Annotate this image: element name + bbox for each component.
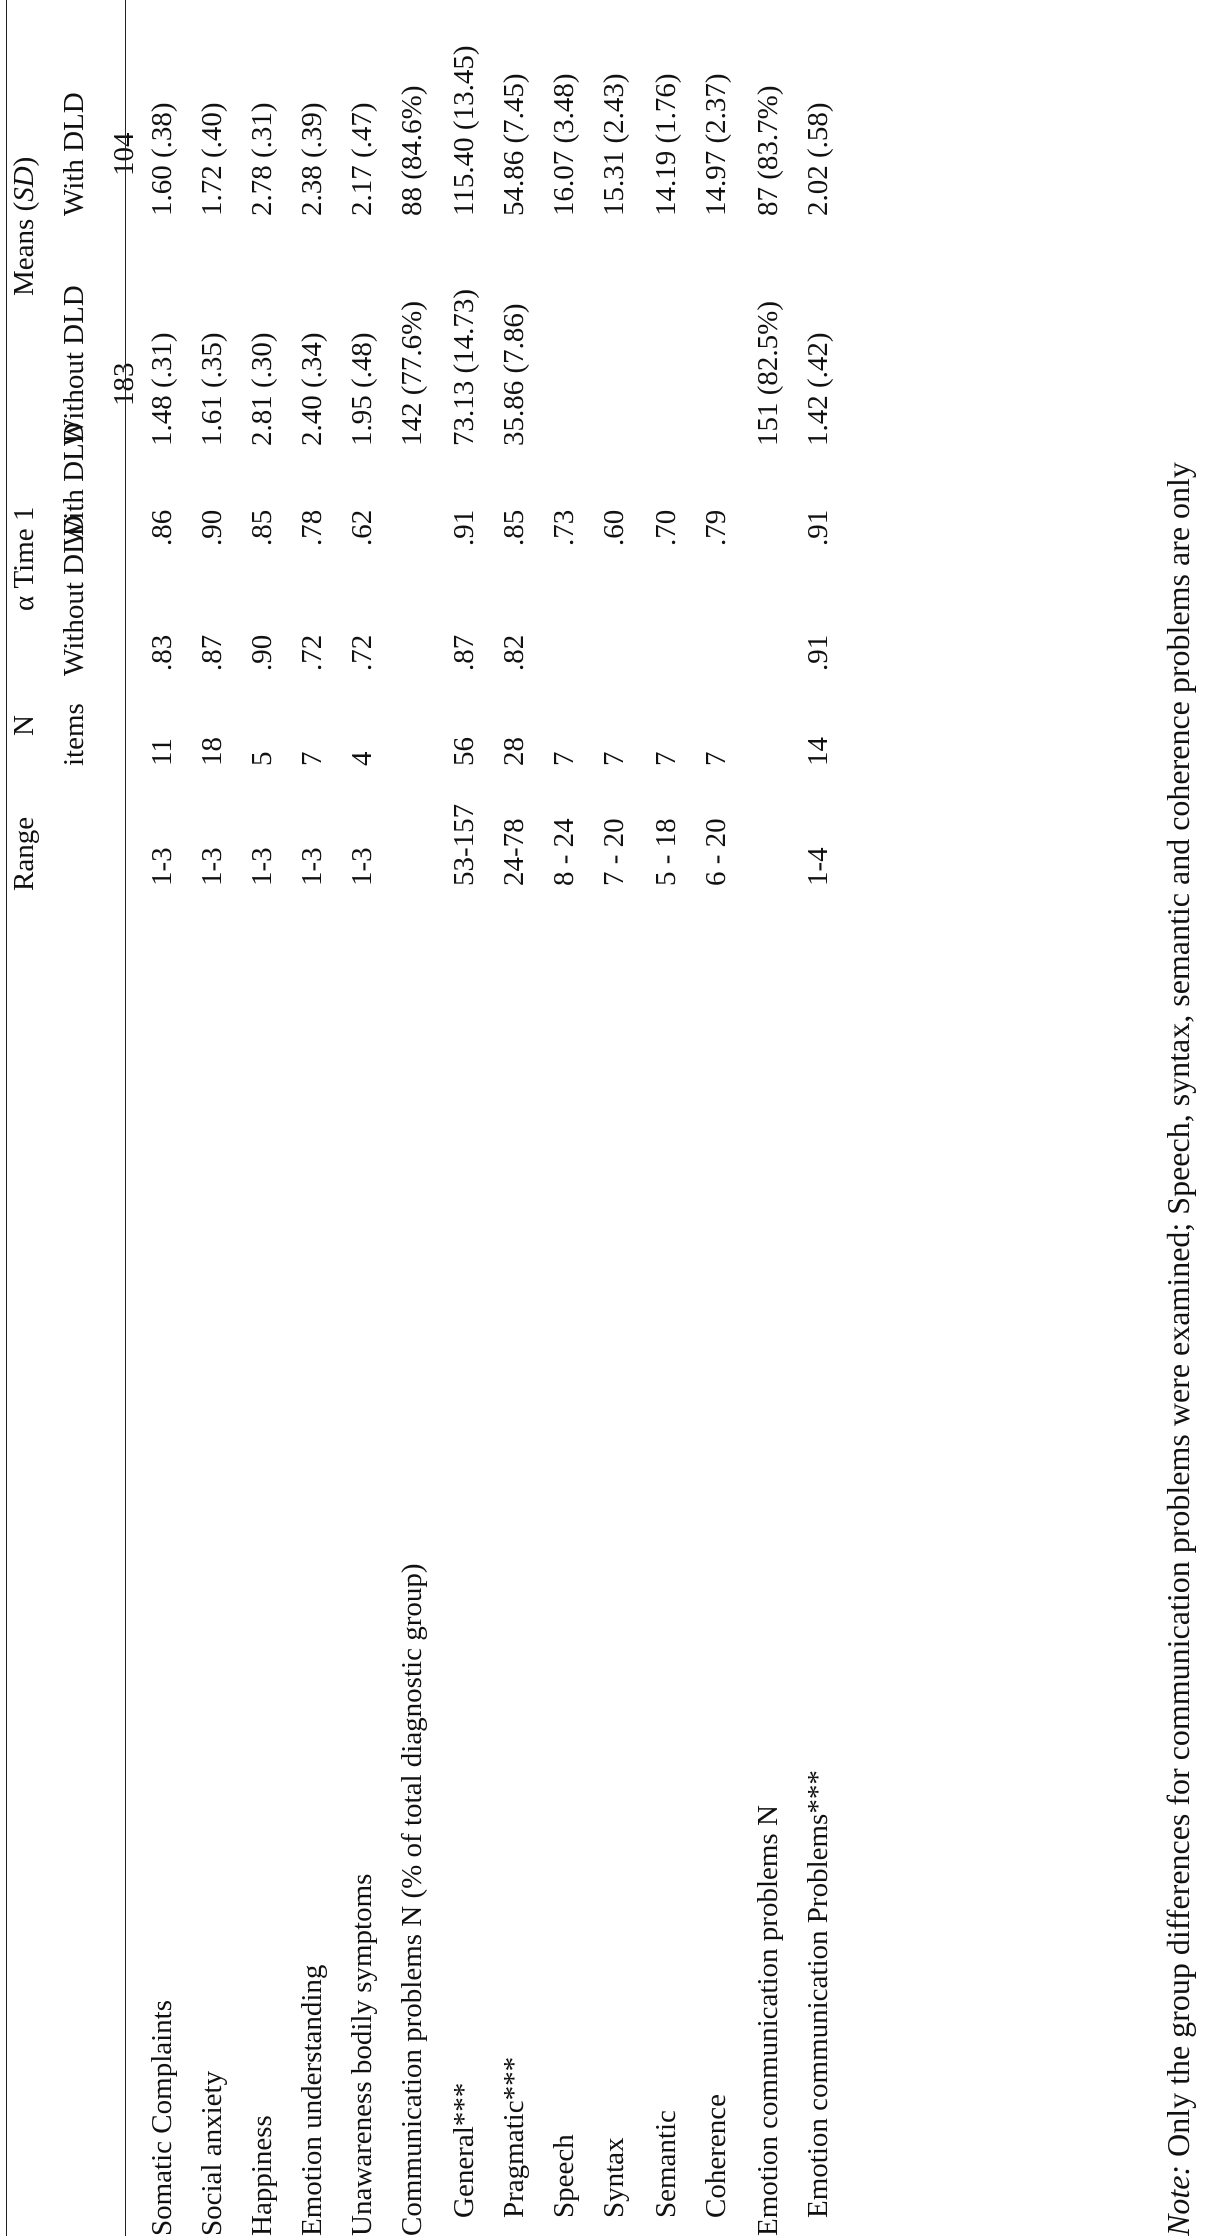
cell-alpha-with: .70 bbox=[650, 509, 682, 546]
header-alpha-with: With DLD bbox=[58, 422, 90, 546]
row-label: Speech bbox=[548, 2134, 580, 2218]
header-means: Means (SD) bbox=[8, 156, 40, 296]
header-items: items bbox=[58, 703, 90, 766]
row-label: Coherence bbox=[700, 2094, 732, 2218]
cell-range: 5 - 18 bbox=[650, 818, 682, 886]
row-label: Emotion communication Problems*** bbox=[802, 1770, 834, 2218]
header-rule bbox=[125, 0, 126, 2236]
cell-range: 6 - 20 bbox=[700, 818, 732, 886]
cell-items: 7 bbox=[598, 751, 630, 766]
cell-means-without: 2.40 (.34) bbox=[296, 332, 328, 446]
cell-alpha-without: .87 bbox=[448, 634, 480, 671]
cell-alpha-without: .90 bbox=[246, 634, 278, 671]
cell-means-without: 1.95 (.48) bbox=[346, 332, 378, 446]
row-label: Syntax bbox=[598, 2137, 630, 2218]
header-range: Range bbox=[8, 816, 40, 891]
cell-means-without: 2.81 (.30) bbox=[246, 332, 278, 446]
cell-range: 1-3 bbox=[296, 847, 328, 886]
cell-means-with: 16.07 (3.48) bbox=[548, 73, 580, 216]
cell-means-with: 2.38 (.39) bbox=[296, 102, 328, 216]
cell-means-without: 35.86 (7.86) bbox=[498, 303, 530, 446]
cell-means-without: 151 (82.5%) bbox=[752, 301, 784, 446]
cell-alpha-with: .73 bbox=[548, 509, 580, 546]
cell-means-with: 14.19 (1.76) bbox=[650, 73, 682, 216]
header-means-without: Without DLD bbox=[58, 285, 90, 446]
cell-range: 24-78 bbox=[498, 818, 530, 886]
cell-means-without: 1.42 (.42) bbox=[802, 332, 834, 446]
cell-means-with: 2.17 (.47) bbox=[346, 102, 378, 216]
cell-alpha-with: .90 bbox=[196, 509, 228, 546]
cell-items: 28 bbox=[498, 737, 530, 766]
row-label: Communication problems N (% of total diagnostic group) bbox=[396, 1563, 428, 2236]
row-label: Emotion communication problems N bbox=[752, 1805, 784, 2236]
row-label: Happiness bbox=[246, 2115, 278, 2236]
cell-means-without: 73.13 (14.73) bbox=[448, 288, 480, 446]
header-alpha-time1: α Time 1 bbox=[8, 506, 40, 611]
cell-items: 11 bbox=[146, 738, 178, 766]
cell-range: 1-3 bbox=[246, 847, 278, 886]
row-label: Social anxiety bbox=[196, 2070, 228, 2236]
cell-items: 14 bbox=[802, 737, 834, 766]
row-label: Semantic bbox=[650, 2110, 682, 2218]
cell-means-with: 88 (84.6%) bbox=[396, 85, 428, 216]
row-label: Somatic Complaints bbox=[146, 1999, 178, 2236]
row-label: Pragmatic*** bbox=[498, 2056, 530, 2218]
cell-range: 1-3 bbox=[346, 847, 378, 886]
cell-items: 7 bbox=[548, 751, 580, 766]
cell-alpha-without: .87 bbox=[196, 634, 228, 671]
cell-items: 7 bbox=[650, 751, 682, 766]
cell-means-with: 2.78 (.31) bbox=[246, 102, 278, 216]
header-alpha-without: Without DLD bbox=[58, 515, 90, 676]
row-label: Emotion understanding bbox=[296, 1964, 328, 2236]
cell-items: 4 bbox=[346, 751, 378, 766]
header-n: N bbox=[8, 715, 40, 736]
cell-alpha-with: .62 bbox=[346, 509, 378, 546]
cell-range: 1-3 bbox=[196, 847, 228, 886]
cell-means-with: 1.60 (.38) bbox=[146, 102, 178, 216]
cell-alpha-with: .79 bbox=[700, 509, 732, 546]
header-n-without: 183 bbox=[108, 362, 140, 406]
cell-alpha-with: .60 bbox=[598, 509, 630, 546]
cell-means-without: 1.61 (.35) bbox=[196, 332, 228, 446]
cell-means-without: 142 (77.6%) bbox=[396, 301, 428, 446]
cell-items: 5 bbox=[246, 751, 278, 766]
cell-alpha-without: .83 bbox=[146, 634, 178, 671]
cell-means-with: 115.40 (13.45) bbox=[448, 45, 480, 216]
cell-range: 1-4 bbox=[802, 847, 834, 886]
cell-means-with: 54.86 (7.45) bbox=[498, 73, 530, 216]
row-label: General*** bbox=[448, 2082, 480, 2218]
cell-alpha-with: .78 bbox=[296, 509, 328, 546]
cell-alpha-with: .85 bbox=[498, 509, 530, 546]
cell-alpha-with: .91 bbox=[802, 509, 834, 546]
cell-range: 8 - 24 bbox=[548, 818, 580, 886]
cell-means-with: 15.31 (2.43) bbox=[598, 73, 630, 216]
cell-means-without: 1.48 (.31) bbox=[146, 332, 178, 446]
top-rule bbox=[6, 0, 7, 2236]
cell-alpha-with: .86 bbox=[146, 509, 178, 546]
cell-means-with: 1.72 (.40) bbox=[196, 102, 228, 216]
cell-means-with: 14.97 (2.37) bbox=[700, 73, 732, 216]
row-label: Unawareness bodily symptoms bbox=[346, 1873, 378, 2236]
header-means-with: With DLD bbox=[58, 92, 90, 216]
cell-alpha-with: .91 bbox=[448, 509, 480, 546]
cell-items: 7 bbox=[700, 751, 732, 766]
cell-range: 53-157 bbox=[448, 803, 480, 886]
table-note: Note: Only the group differences for communication problems were examined; Speech, syntax, semantic and coherence problems are only bbox=[1160, 462, 1196, 2236]
cell-alpha-without: .82 bbox=[498, 634, 530, 671]
header-n-with: 104 bbox=[108, 132, 140, 176]
cell-means-with: 2.02 (.58) bbox=[802, 102, 834, 216]
cell-items: 18 bbox=[196, 737, 228, 766]
cell-items: 56 bbox=[448, 737, 480, 766]
cell-alpha-without: .91 bbox=[802, 634, 834, 671]
cell-alpha-with: .85 bbox=[246, 509, 278, 546]
cell-range: 7 - 20 bbox=[598, 818, 630, 886]
cell-items: 7 bbox=[296, 751, 328, 766]
cell-alpha-without: .72 bbox=[346, 634, 378, 671]
cell-means-with: 87 (83.7%) bbox=[752, 85, 784, 216]
cell-range: 1-3 bbox=[146, 847, 178, 886]
cell-alpha-without: .72 bbox=[296, 634, 328, 671]
